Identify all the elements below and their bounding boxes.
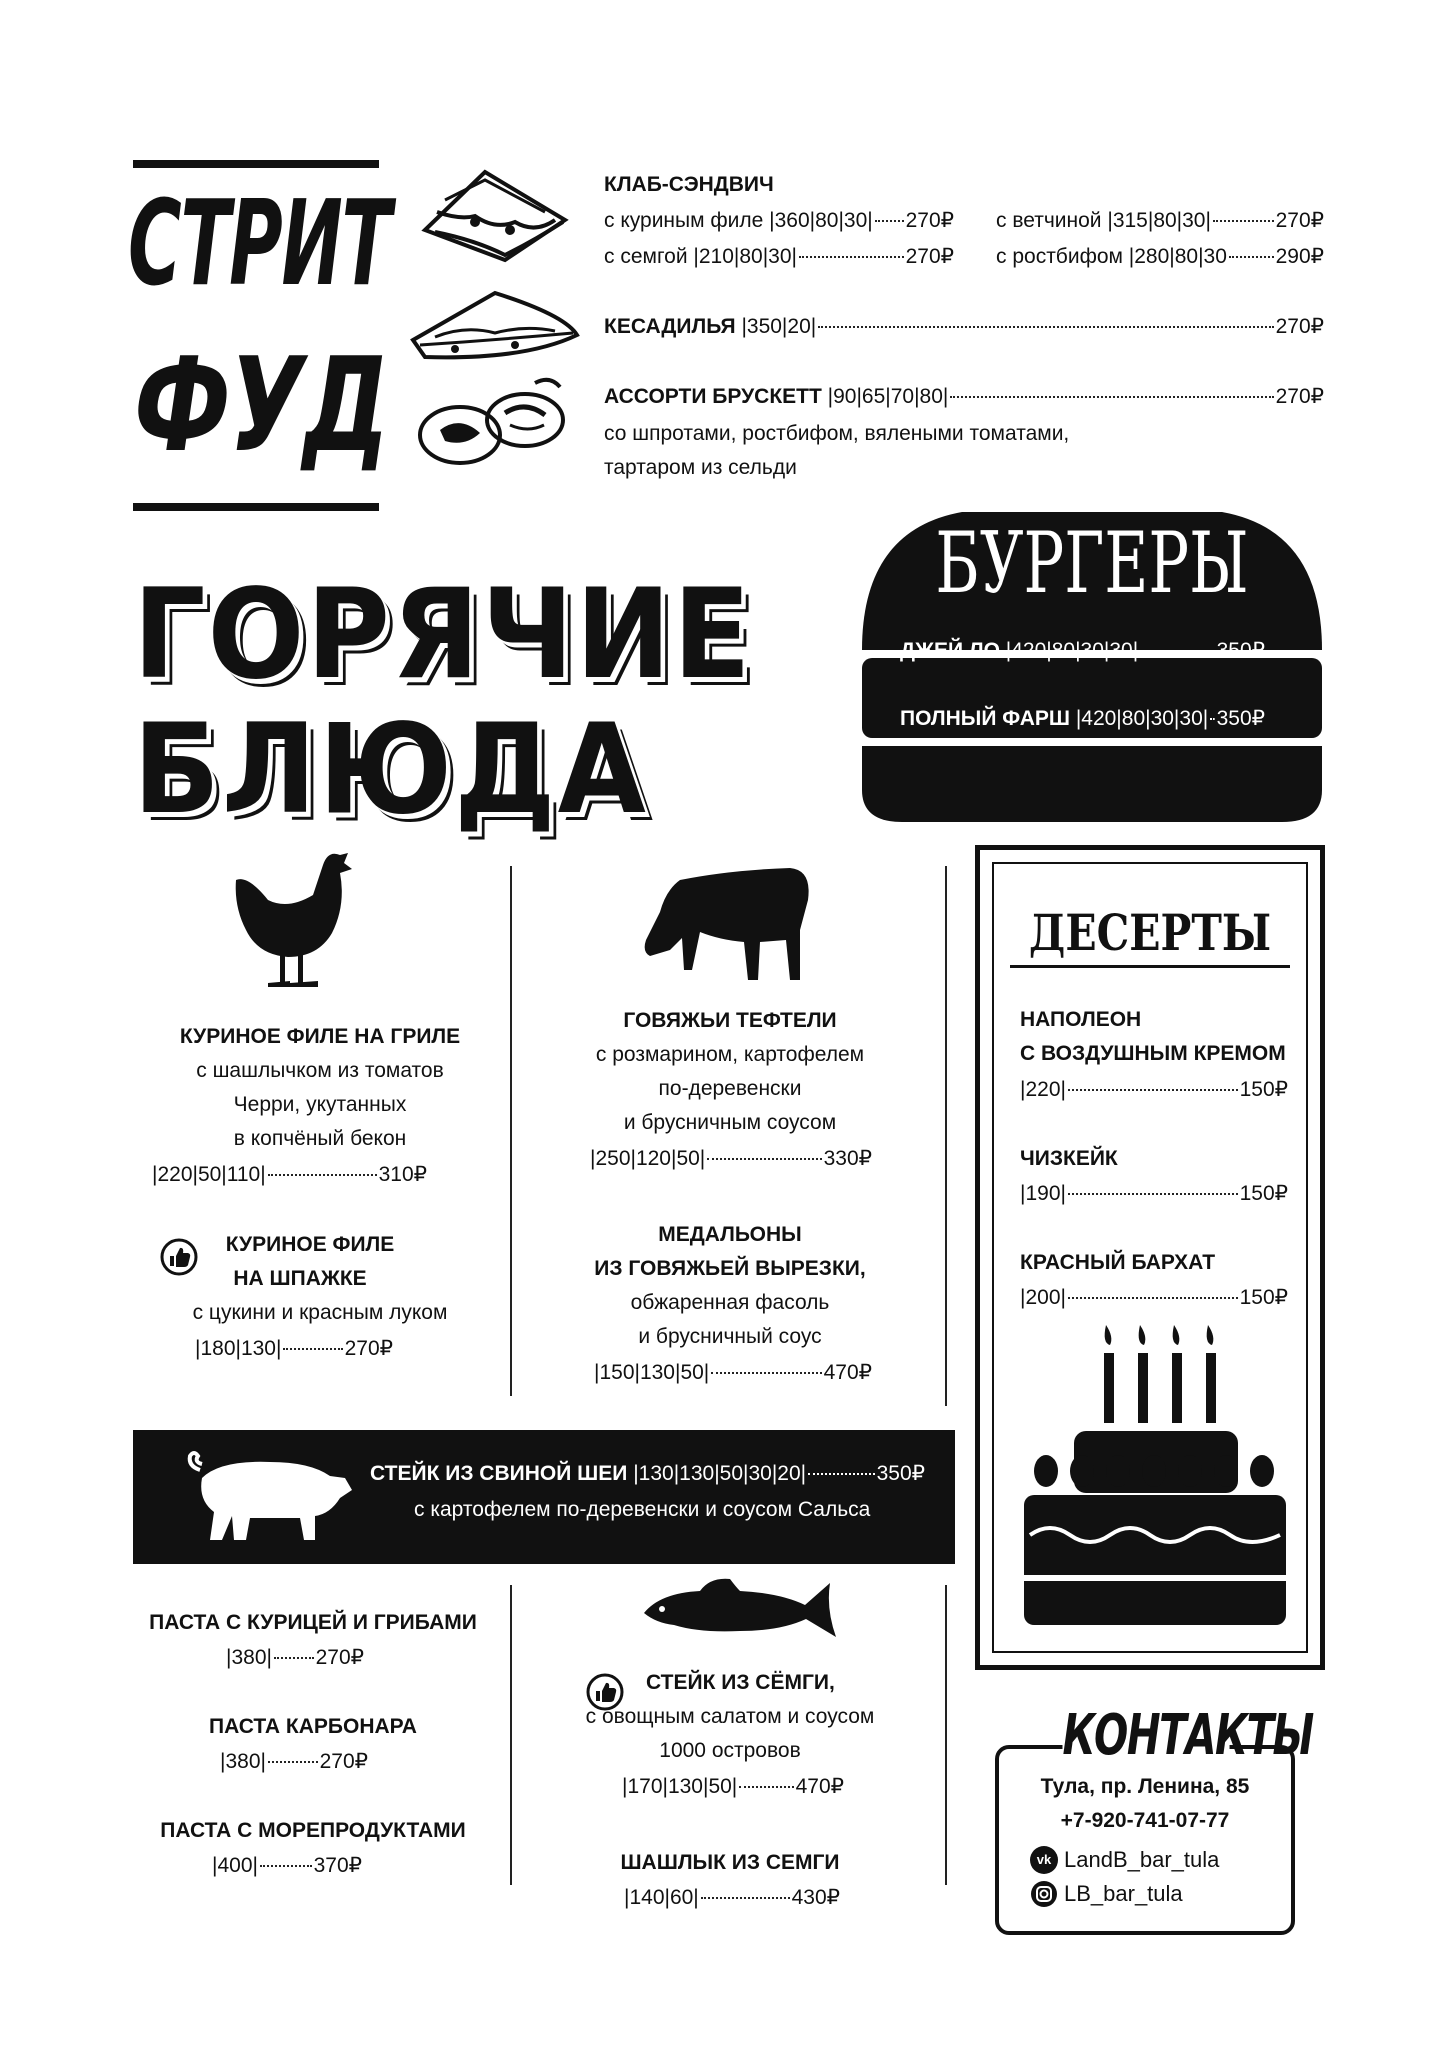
chicken2-name-line2: НА ШПАЖКЕ <box>233 1267 367 1290</box>
vk-badge-text: vk <box>1036 1852 1052 1867</box>
instagram-icon <box>1030 1880 1058 1908</box>
beef1-name: ГОВЯЖЬИ ТЕФТЕЛИ <box>623 1009 837 1032</box>
item-name: КЕСАДИЛЬЯ <box>604 315 736 338</box>
chicken2-name-line1: КУРИНОЕ ФИЛЕ <box>225 1233 395 1256</box>
street-food-rule-top <box>133 160 379 168</box>
club-item-roastbeef <box>996 240 1324 274</box>
item-weights: |250|120|50| <box>590 1147 706 1170</box>
item-price: 310₽ <box>378 1163 427 1186</box>
bruschetta-icon <box>410 375 575 475</box>
beef2-price-row <box>594 1356 872 1390</box>
beef2-name-line2: ИЗ ГОВЯЖЬЕЙ ВЫРЕЗКИ, <box>594 1257 866 1280</box>
item-weights: |350|20| <box>741 315 817 338</box>
item-name: с ветчиной |315|80|30| <box>996 209 1211 232</box>
item-price: 270₽ <box>905 245 954 268</box>
item-name: с куриным филе |360|80|30| <box>604 209 873 232</box>
item-name: СТЕЙК ИЗ СВИНОЙ ШЕИ <box>370 1462 628 1485</box>
club-item-chicken <box>604 204 954 238</box>
item-price: 270₽ <box>1275 315 1324 338</box>
chicken1-name: КУРИНОЕ ФИЛЕ НА ГРИЛЕ <box>179 1025 461 1048</box>
salmon-desc-1: с овощным салатом и соусом <box>585 1705 875 1728</box>
item-price: 350₽ <box>876 1462 925 1485</box>
item-name: ПОЛНЫЙ ФАРШ <box>900 707 1070 730</box>
street-food-title-line2: ФУД <box>134 329 389 481</box>
item-weights: |170|130|50| <box>622 1775 738 1798</box>
divider-fish-right <box>945 1585 947 1885</box>
salmon-desc-2: 1000 островов <box>659 1739 801 1762</box>
beef2-desc-1: обжаренная фасоль <box>630 1291 830 1314</box>
pasta2-price-row <box>220 1745 368 1779</box>
item-price: 270₽ <box>1275 385 1324 408</box>
street-food-rule-bottom <box>133 503 379 511</box>
velvet-price-row <box>1020 1281 1288 1315</box>
item-weights: |400| <box>212 1854 258 1877</box>
item-weights: |420|80|30|30| <box>1075 707 1209 730</box>
club-sandwich-icon <box>415 160 575 265</box>
napoleon-name-line1: НАПОЛЕОН <box>1020 1008 1142 1031</box>
pasta3-name: ПАСТА С МОРЕПРОДУКТАМИ <box>160 1819 466 1842</box>
item-weights: |200| <box>1020 1286 1066 1309</box>
item-name: с семгой |210|80|30| <box>604 245 797 268</box>
napoleon-name-line2: С ВОЗДУШНЫМ КРЕМОМ <box>1020 1042 1286 1065</box>
item-weights: |140|60| <box>624 1886 699 1909</box>
divider-hot-left <box>510 866 512 1396</box>
beef2-desc-2: и брусничный соус <box>638 1325 822 1348</box>
item-weights: |180|130| <box>195 1337 282 1360</box>
club-item-ham <box>996 204 1324 238</box>
pasta3-price-row <box>212 1849 362 1883</box>
burger-item-jlo <box>900 634 1265 668</box>
chicken-icon <box>228 845 358 995</box>
item-weights: |380| <box>220 1750 266 1773</box>
beef1-desc-3: и брусничным соусом <box>623 1111 837 1134</box>
item-weights: |420|80|30|30| <box>1005 639 1139 662</box>
desserts-title-rule <box>1010 965 1290 968</box>
shashlik-name: ШАШЛЫК ИЗ СЕМГИ <box>620 1851 840 1874</box>
club-sandwich-title: КЛАБ-СЭНДВИЧ <box>604 173 774 196</box>
contacts-address: Тула, пр. Ленина, 85 <box>1040 1775 1250 1798</box>
salmon-price-row <box>622 1770 844 1804</box>
item-weights: |220| <box>1020 1078 1066 1101</box>
hot-dishes-title-line2: БЛЮДА <box>133 698 648 842</box>
item-name: с ростбифом |280|80|30 <box>996 245 1227 268</box>
item-price: 290₽ <box>1275 245 1324 268</box>
vk-icon <box>1030 1846 1058 1874</box>
pork-item <box>370 1457 925 1491</box>
quesadilla-icon <box>405 285 585 365</box>
item-price: 150₽ <box>1239 1286 1288 1309</box>
item-weights: |190| <box>1020 1182 1066 1205</box>
contacts-vk[interactable]: LandB_bar_tula <box>1064 1847 1220 1872</box>
beef1-desc-1: с розмарином, картофелем <box>595 1043 865 1066</box>
item-weights: |380| <box>226 1646 272 1669</box>
item-weights: |150|130|50| <box>594 1361 710 1384</box>
item-price: 270₽ <box>344 1337 393 1360</box>
pig-icon <box>180 1448 360 1548</box>
item-weights: |90|65|70|80| <box>827 385 949 408</box>
contacts-phone: +7-920-741-07-77 <box>1060 1809 1230 1832</box>
pasta1-name: ПАСТА С КУРИЦЕЙ И ГРИБАМИ <box>149 1611 477 1634</box>
velvet-name: КРАСНЫЙ БАРХАТ <box>1020 1251 1216 1274</box>
chicken1-desc-3: в копчёный бекон <box>233 1127 407 1150</box>
desserts-title: ДЕСЕРТЫ <box>1028 903 1272 962</box>
bruschetta-desc-line2: тартаром из сельди <box>604 456 797 479</box>
bruschetta-item <box>604 380 1324 414</box>
item-price: 350₽ <box>1216 707 1265 730</box>
chicken1-desc-2: Черри, укутанных <box>233 1093 407 1116</box>
item-price: 150₽ <box>1239 1078 1288 1101</box>
pasta1-price-row <box>226 1641 364 1675</box>
salmon-name: СТЕЙК ИЗ СЁМГИ, <box>646 1671 835 1694</box>
fish-icon <box>640 1575 840 1645</box>
item-price: 470₽ <box>823 1361 872 1384</box>
item-price: 270₽ <box>315 1646 364 1669</box>
chicken2-desc: с цукини и красным луком <box>192 1301 448 1324</box>
chicken2-price-row <box>195 1332 393 1366</box>
contacts-instagram[interactable]: LB_bar_tula <box>1064 1881 1183 1906</box>
item-weights: |220|50|110| <box>152 1163 266 1186</box>
hot-dishes-title-line1: ГОРЯЧИЕ <box>133 563 753 707</box>
shashlik-price-row <box>624 1881 840 1915</box>
divider-hot-right <box>945 866 947 1406</box>
item-price: 430₽ <box>791 1886 840 1909</box>
chicken1-price-row <box>152 1158 427 1192</box>
item-price: 330₽ <box>823 1147 872 1170</box>
item-weights: |130|130|50|30|20| <box>633 1462 807 1485</box>
chicken1-desc-1: с шашлычком из томатов <box>196 1059 444 1082</box>
item-price: 470₽ <box>795 1775 844 1798</box>
bruschetta-desc-line1: со шпротами, ростбифом, вялеными томатами, <box>604 422 1070 445</box>
burgers-title: БУРГЕРЫ <box>935 514 1249 612</box>
cake-icon <box>1020 1325 1290 1635</box>
beef1-price-row <box>590 1142 872 1176</box>
club-item-salmon <box>604 240 954 274</box>
cow-icon <box>640 860 815 990</box>
item-price: 350₽ <box>1216 639 1265 662</box>
item-price: 270₽ <box>1275 209 1324 232</box>
beef2-name-line1: МЕДАЛЬОНЫ <box>658 1223 802 1246</box>
pasta2-name: ПАСТА КАРБОНАРА <box>209 1715 417 1738</box>
item-price: 270₽ <box>905 209 954 232</box>
item-price: 150₽ <box>1239 1182 1288 1205</box>
item-price: 370₽ <box>313 1854 362 1877</box>
contacts-title: КОНТАКТЫ <box>1062 1698 1229 1774</box>
pork-desc: с картофелем по-деревенски и соусом Сальса <box>414 1498 871 1521</box>
street-food-title-line1: СТРИТ <box>128 174 391 312</box>
item-name: ДЖЕЙ ЛО <box>900 639 1000 662</box>
divider-pasta <box>510 1585 512 1885</box>
cheesecake-price-row <box>1020 1177 1288 1211</box>
item-name: АССОРТИ БРУСКЕТТ <box>604 385 822 408</box>
item-price: 270₽ <box>319 1750 368 1773</box>
napoleon-price-row <box>1020 1073 1288 1107</box>
quesadilla-item <box>604 310 1324 344</box>
beef1-desc-2: по-деревенски <box>658 1077 802 1100</box>
cheesecake-name: ЧИЗКЕЙК <box>1020 1147 1118 1170</box>
burger-item-full <box>900 702 1265 736</box>
